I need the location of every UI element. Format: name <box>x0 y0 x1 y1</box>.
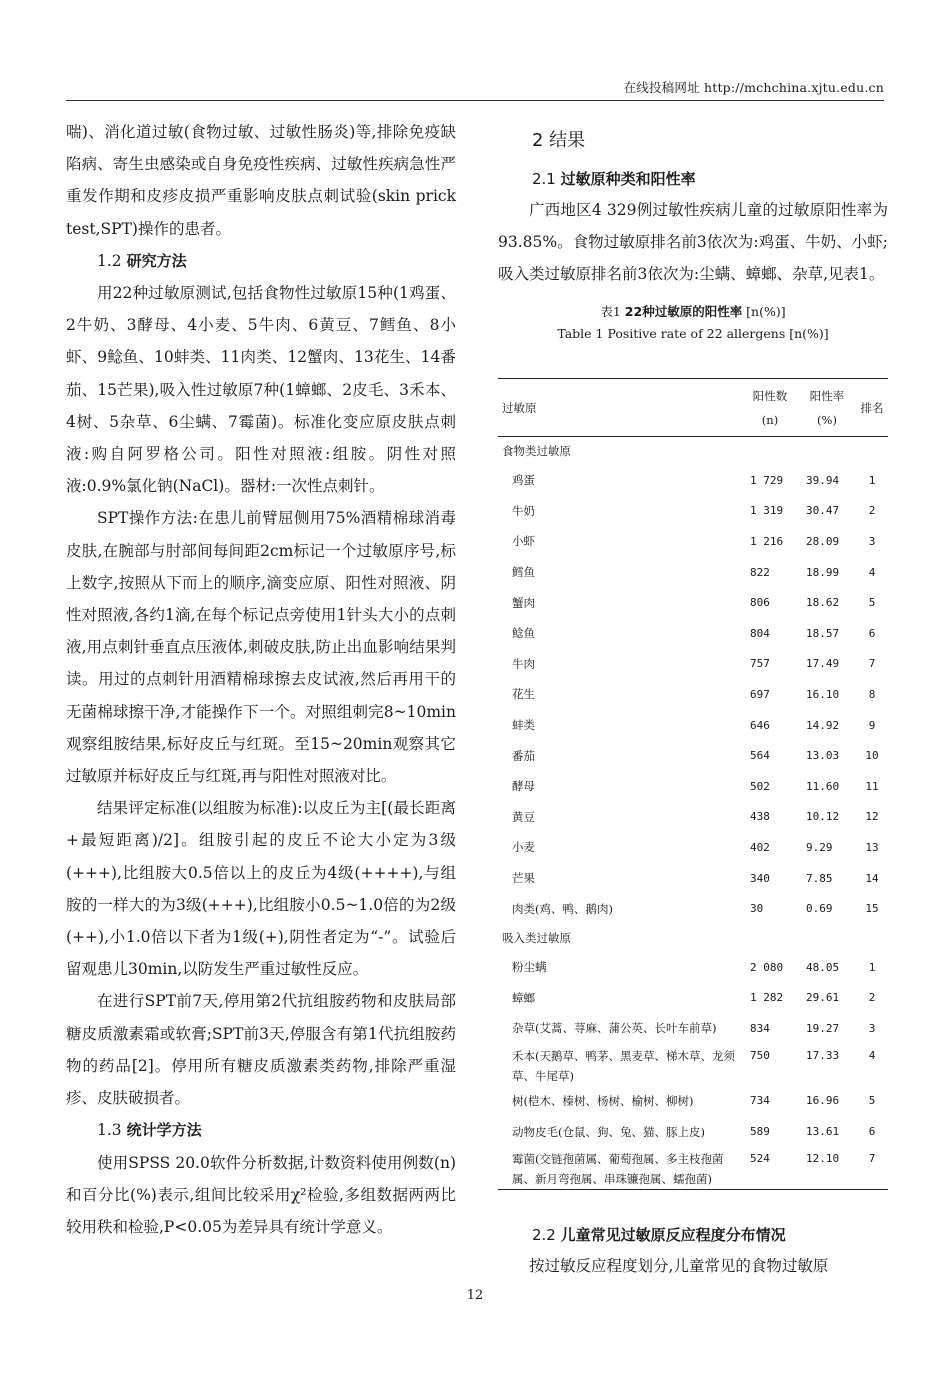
table-row <box>498 496 888 527</box>
allergen-name: 酵母 <box>512 779 535 794</box>
positive-count: 402 <box>750 840 770 854</box>
positive-count: 1 319 <box>750 504 784 518</box>
positive-rate: 16.96 <box>806 1094 840 1108</box>
table-row <box>498 710 888 741</box>
positive-rate: 12.10 <box>798 1147 856 1190</box>
positive-count: 589 <box>750 1125 770 1139</box>
rank: 1 <box>868 473 876 487</box>
positive-count: 340 <box>750 871 770 885</box>
section-title: 儿童常见过敏原反应程度分布情况 <box>560 1226 786 1244</box>
allergen-name: 粉尘螨 <box>512 960 547 975</box>
table-row <box>498 893 888 924</box>
positive-rate: 39.94 <box>806 473 840 487</box>
table-caption-cn-unit: [n(%)] <box>742 303 786 319</box>
positive-rate: 18.62 <box>806 596 840 610</box>
page-header <box>66 72 884 101</box>
positive-count: 1 216 <box>750 534 784 548</box>
positive-rate: 11.60 <box>806 779 840 793</box>
right-column <box>498 116 888 345</box>
section-2-1-heading <box>498 164 888 194</box>
allergen-name: 鳕鱼 <box>512 565 535 580</box>
positive-rate: 18.57 <box>806 626 840 640</box>
paragraph-statistics: 使用SPSS 20.0软件分析数据,计数资料使用例数(n)和百分比(%)表示,组间比较采用χ²检验,多组数据两两比较用秩和检验,P<0.05为差异具有统计学意义。 <box>66 1153 456 1236</box>
positive-rate: 19.27 <box>806 1021 840 1035</box>
positive-rate: 18.99 <box>806 565 840 579</box>
table-caption-cn <box>498 301 888 323</box>
positive-rate: 10.12 <box>806 810 840 824</box>
positive-rate: 7.85 <box>806 871 833 885</box>
rank: 6 <box>868 1125 876 1139</box>
section-2-2-heading <box>498 1220 888 1250</box>
positive-count: 2 080 <box>750 960 784 974</box>
column-header-rank: 排名 <box>856 379 888 437</box>
column-header-allergen: 过敏原 <box>498 379 742 437</box>
allergen-name: 小麦 <box>512 840 535 855</box>
table-row <box>498 740 888 771</box>
table-row <box>498 1086 888 1117</box>
positive-rate: 13.61 <box>806 1125 840 1139</box>
section-number: 1.3 <box>97 1121 127 1140</box>
positive-rate: 0.69 <box>806 902 833 916</box>
table-row <box>498 832 888 863</box>
table-row <box>498 1044 888 1086</box>
section-number: 2.2 <box>532 1226 561 1244</box>
positive-rate: 28.09 <box>806 534 840 548</box>
table-row <box>498 618 888 649</box>
positive-count: 1 282 <box>750 991 784 1005</box>
allergen-name: 杂草(艾蒿、荨麻、蒲公英、长叶车前草) <box>512 1021 717 1036</box>
allergen-name: 牛肉 <box>512 656 535 671</box>
section-number: 2.1 <box>532 170 561 188</box>
rank: 6 <box>868 626 876 640</box>
rank: 5 <box>868 596 876 610</box>
positive-rate: 17.49 <box>806 657 840 671</box>
rank: 8 <box>868 687 876 701</box>
left-column <box>66 116 456 1243</box>
section-2-2 <box>498 1220 888 1282</box>
rank: 13 <box>865 840 879 854</box>
paragraph-results: 广西地区4 329例过敏性疾病儿童的过敏原阳性率为93.85%。食物过敏原排名前3依次为:鸡蛋、牛奶、小虾;吸入类过敏原排名前3依次为:尘螨、蟑螂、杂草,见表1。 <box>498 201 888 284</box>
allergen-name: 肉类(鸡、鸭、鹅肉) <box>512 901 613 916</box>
section-1-2-heading <box>66 245 456 277</box>
rank: 4 <box>868 1048 876 1062</box>
rank: 12 <box>865 810 879 824</box>
positive-count: 806 <box>750 596 770 610</box>
positive-count: 1 729 <box>750 473 784 487</box>
allergen-name: 番茄 <box>512 748 535 763</box>
paragraph-drug-stop: 在进行SPT前7天,停用第2代抗组胺药物和皮肤局部糖皮质激素霜或软膏;SPT前3天,停服含有第1代抗组胺药物的药品[2]。停用所有糖皮质激素类药物,排除严重湿疹、皮肤破损者。 <box>66 992 456 1108</box>
rank: 7 <box>856 1147 888 1190</box>
section-2-heading: 2 结果 <box>532 130 586 151</box>
positive-count: 804 <box>750 626 770 640</box>
allergen-name: 禾本(天鹅草、鸭茅、黑麦草、梯木草、龙须草、牛尾草) <box>512 1048 735 1083</box>
rank: 14 <box>865 871 879 885</box>
positive-rate: 16.10 <box>806 687 840 701</box>
paragraph-reaction-degree: 按过敏反应程度划分,儿童常见的食物过敏原 <box>529 1257 829 1275</box>
positive-count: 502 <box>750 779 770 793</box>
rank: 3 <box>868 534 876 548</box>
table-row <box>498 587 888 618</box>
paragraph-allergens: 用22种过敏原测试,包括食物性过敏原15种(1鸡蛋、2牛奶、3酵母、4小麦、5牛肉、6黄豆、7鳕鱼、8小虾、9鲶鱼、10蚌类、11肉类、12蟹肉、13花生、14番茄、15芒果),吸入性过敏原7种(1蟑螂、2皮毛、3禾本、4树、5杂草、6尘螨、7霉菌)。标准化变应原皮肤点刺液:购自阿罗格公司。阳性对照液:组胺。阴性对照液:0.9%氯化钠(NaCl)。器材:一次性点刺针。 <box>66 284 456 496</box>
positive-rate: 9.29 <box>806 840 833 854</box>
allergen-name: 蚌类 <box>512 718 535 733</box>
positive-rate: 29.61 <box>806 991 840 1005</box>
table-row <box>498 649 888 680</box>
table-row <box>498 526 888 557</box>
positive-count: 734 <box>750 1094 770 1108</box>
paragraph-spt-method: SPT操作方法:在患儿前臂屈侧用75%酒精棉球消毒皮肤,在腕部与肘部间每间距2cm标记一个过敏原序号,标上数字,按照从下而上的顺序,滴变应原、阳性对照液、阴性对照液,各约1滴,在每个标记点旁使用1针头大小的点刺液,用点刺针垂直点压液体,刺破皮肤,防止出血影响结果判读。用过的点刺针用酒精棉球擦去皮试液,然后再用干的无菌棉球擦干净,才能操作下一个。对照组刺完8~10min观察组胺结果,标好皮丘与红斑。至15~20min观察其它过敏原并标好皮丘与红斑,再与阳性对照液对比。 <box>66 509 456 786</box>
section-number: 1.2 <box>97 251 127 270</box>
positive-rate: 17.33 <box>806 1048 840 1062</box>
positive-count: 757 <box>750 657 770 671</box>
allergen-name: 花生 <box>512 687 535 702</box>
table-row <box>498 557 888 588</box>
column-header-positive-count: 阳性数 (n) <box>742 379 798 437</box>
positive-count: 697 <box>750 687 770 701</box>
table-row <box>498 983 888 1014</box>
allergen-name: 蟑螂 <box>512 990 535 1005</box>
rank: 1 <box>868 960 876 974</box>
positive-count: 438 <box>750 810 770 824</box>
positive-rate: 48.05 <box>806 960 840 974</box>
section-title: 研究方法 <box>126 251 187 270</box>
table-caption-cn-title: 22种过敏原的阳性率 <box>624 303 743 319</box>
positive-count: 564 <box>750 749 770 763</box>
rank: 5 <box>868 1094 876 1108</box>
allergen-name: 牛奶 <box>512 503 535 518</box>
rank: 15 <box>865 902 879 916</box>
positive-count: 646 <box>750 718 770 732</box>
positive-count: 30 <box>750 902 764 916</box>
allergen-name: 黄豆 <box>512 809 535 824</box>
table-caption-en: Table 1 Positive rate of 22 allergens [n(%)] <box>557 325 829 341</box>
rank: 10 <box>865 749 879 763</box>
section-1-3-heading <box>66 1114 456 1146</box>
rank: 11 <box>865 779 879 793</box>
positive-count: 750 <box>750 1048 770 1062</box>
table-row <box>498 1013 888 1044</box>
rank: 3 <box>868 1021 876 1035</box>
column-header-positive-rate: 阳性率 (%) <box>798 379 856 437</box>
positive-rate: 30.47 <box>806 504 840 518</box>
section-title: 统计学方法 <box>126 1121 202 1140</box>
table-row <box>498 1147 888 1190</box>
allergen-name: 霉菌(交链孢菌属、葡萄孢属、多主枝孢菌属、新月弯孢属、串珠镰孢属、蠕孢菌) <box>498 1147 742 1190</box>
table-row <box>498 679 888 710</box>
allergen-name: 蟹肉 <box>512 595 535 610</box>
submission-url: 在线投稿网址 http://mchchina.xjtu.edu.cn <box>623 80 884 95</box>
allergen-name: 鲶鱼 <box>512 626 535 641</box>
positive-count: 822 <box>750 565 770 579</box>
positive-count: 834 <box>750 1021 770 1035</box>
rank: 4 <box>868 565 876 579</box>
paragraph-criteria: 结果评定标准(以组胺为标准):以皮丘为主[(最长距离+最短距离)/2]。组胺引起的皮丘不论大小定为3级(+++),比组胺大0.5倍以上的皮丘为4级(++++),与组胺的一样大的为3级(+++),比组胺小0.5~1.0倍的为2级(++),小1.0倍以下者为1级(+),阴性者定为“-”。试验后留观患儿30min,以防发生严重过敏性反应。 <box>66 799 456 979</box>
allergen-table <box>498 378 888 1190</box>
allergen-name: 芒果 <box>512 871 535 886</box>
positive-rate: 14.92 <box>806 718 840 732</box>
table-row <box>498 802 888 833</box>
group-inhalant: 吸入类过敏原 <box>502 930 571 945</box>
table-row <box>498 1116 888 1147</box>
rank: 7 <box>868 657 876 671</box>
section-title: 过敏原种类和阳性率 <box>560 170 696 188</box>
rank: 2 <box>868 991 876 1005</box>
page-number: 12 <box>466 1288 484 1303</box>
allergen-name: 动物皮毛(仓鼠、狗、兔、猫、豚上皮) <box>512 1124 705 1139</box>
allergen-name: 小虾 <box>512 534 535 549</box>
rank: 9 <box>868 718 876 732</box>
rank: 2 <box>868 504 876 518</box>
table-row <box>498 952 888 983</box>
table-row <box>498 771 888 802</box>
table-caption-cn-prefix: 表1 <box>600 303 625 319</box>
paragraph-exclusion: 喘)、消化道过敏(食物过敏、过敏性肠炎)等,排除免疫缺陷病、寄生虫感染或自身免疫性疾病、过敏性疾病急性严重发作期和皮疹皮损严重影响皮肤点刺试验(skin prick test,SPT)操作的患者。 <box>66 123 456 238</box>
table-row <box>498 465 888 496</box>
group-food: 食物类过敏原 <box>502 444 571 458</box>
allergen-name: 鸡蛋 <box>512 473 535 488</box>
allergen-name: 树(桤木、榛树、杨树、榆树、柳树) <box>512 1093 694 1108</box>
table-row <box>498 863 888 894</box>
positive-rate: 13.03 <box>806 749 840 763</box>
positive-count: 524 <box>742 1147 798 1190</box>
